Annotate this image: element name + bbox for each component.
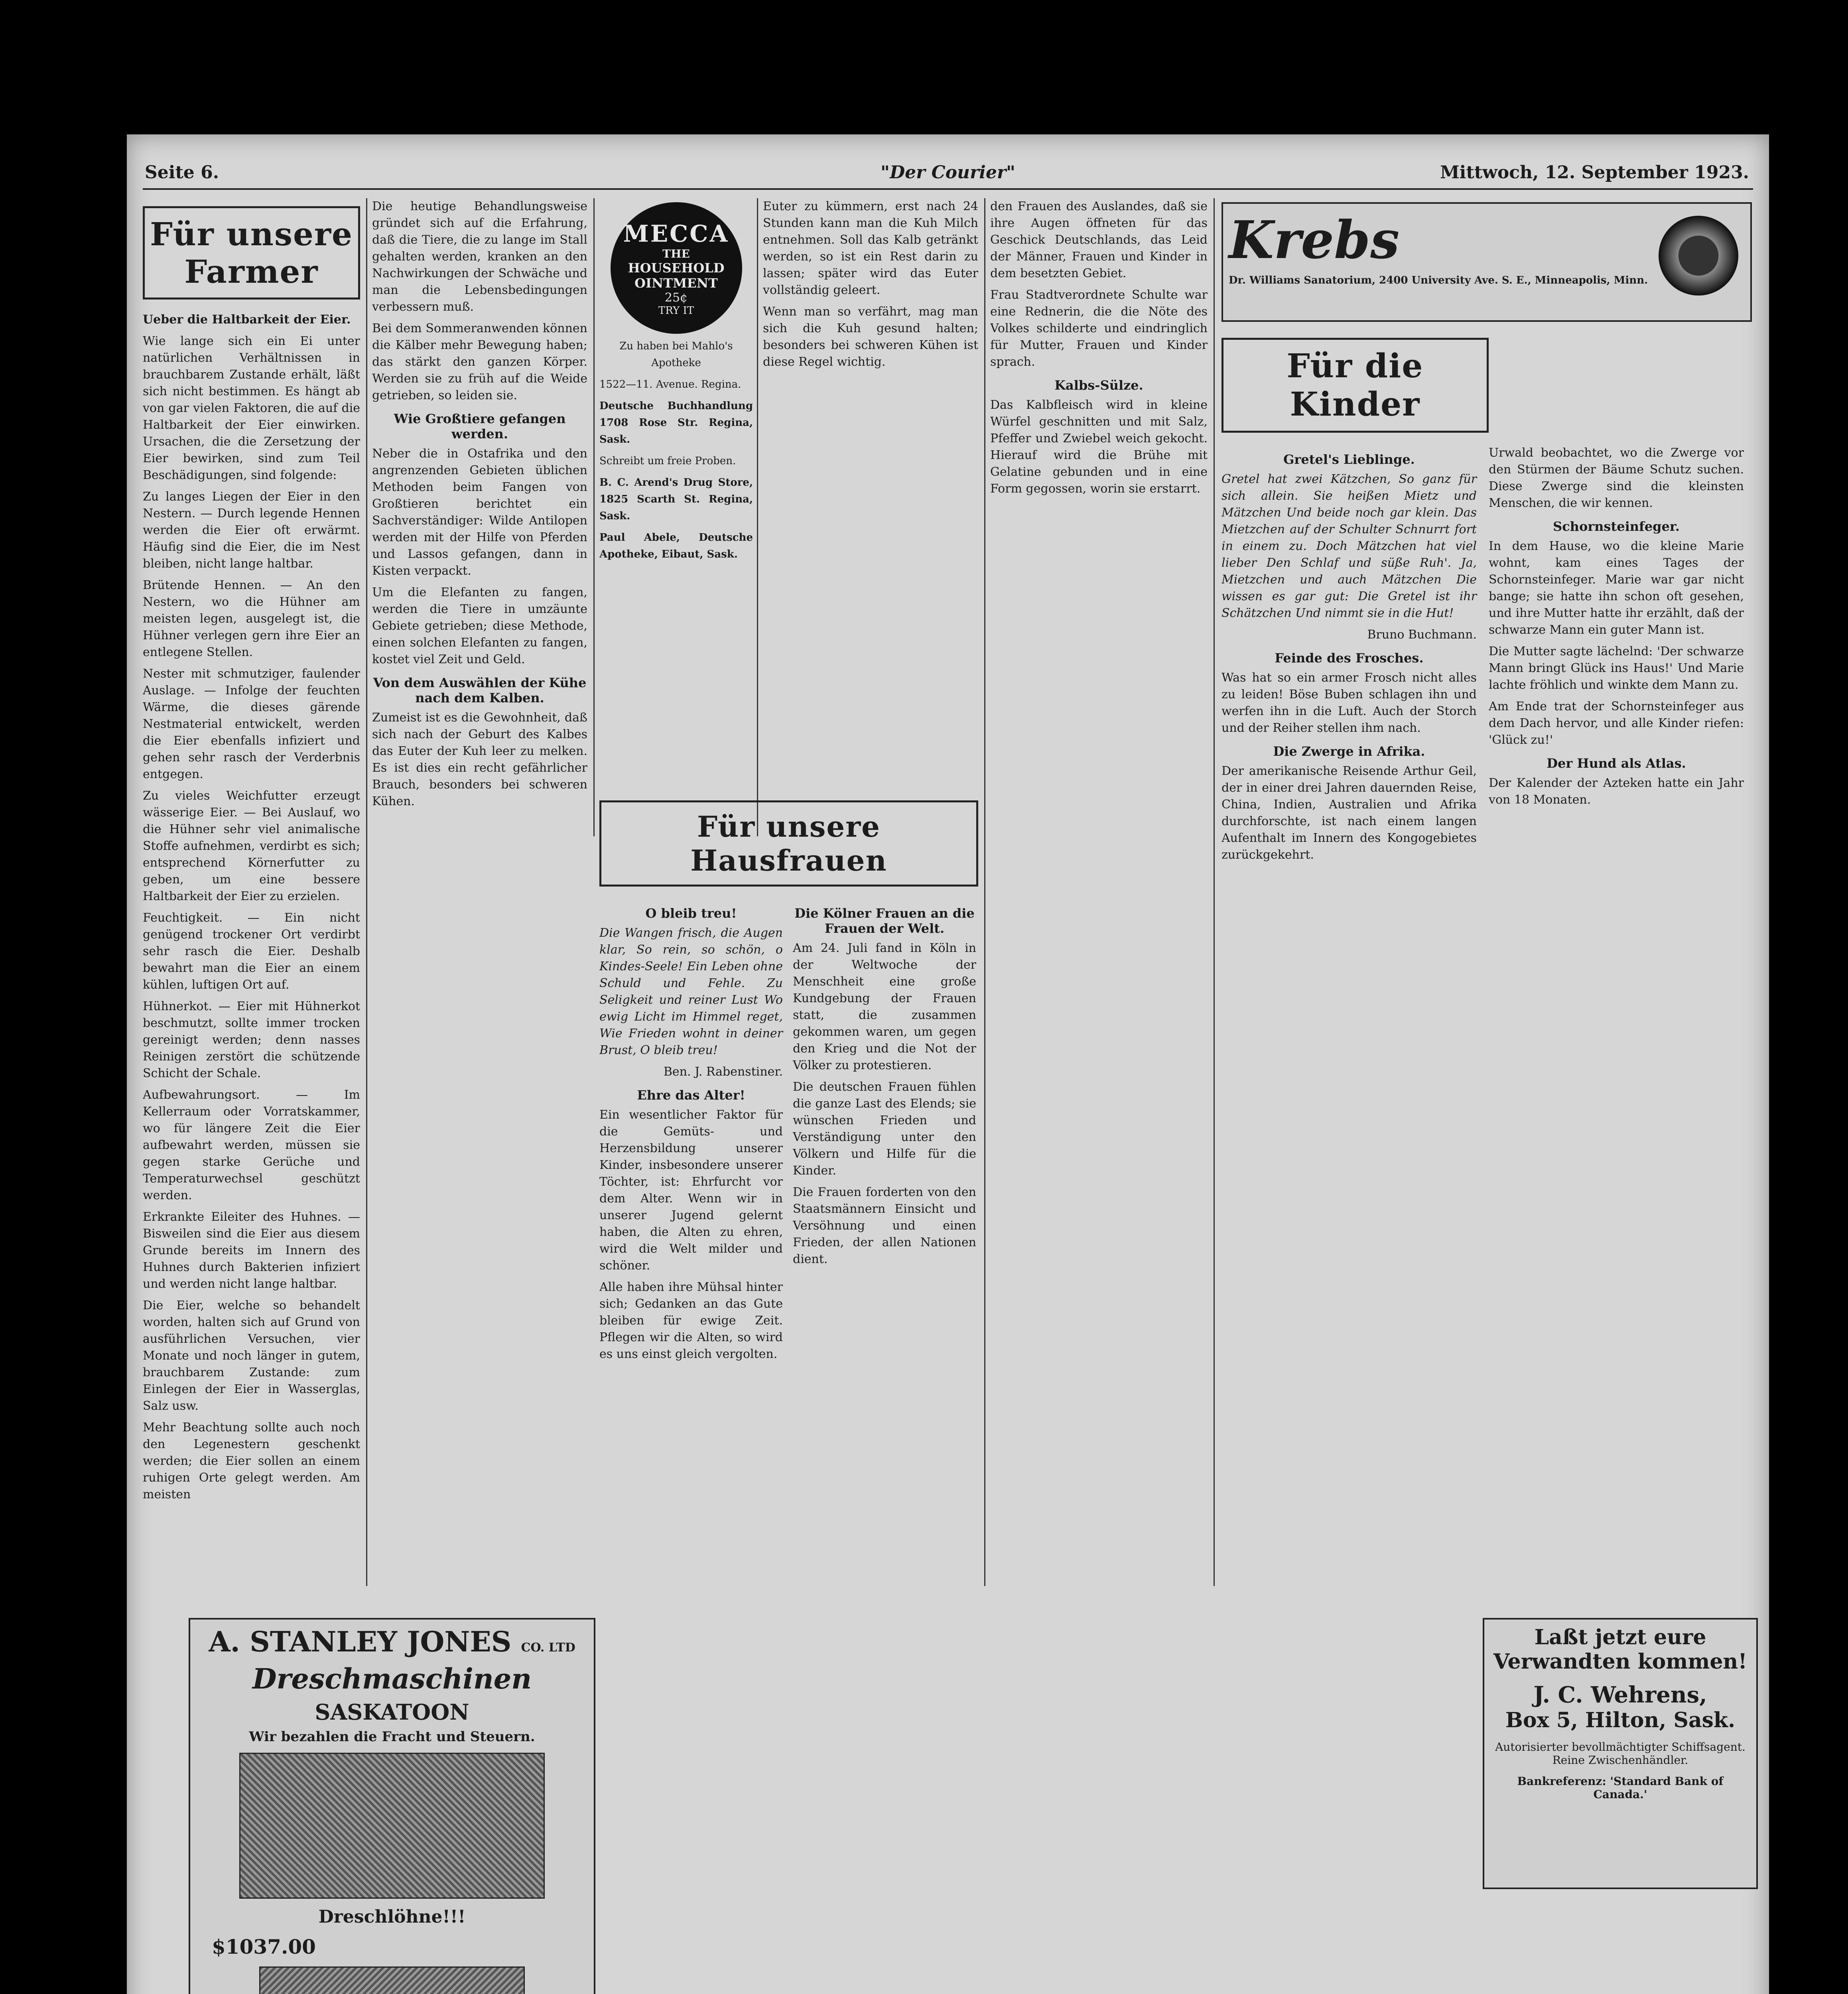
column-rule <box>593 198 595 836</box>
wehrens-headline: Verwandten kommen! <box>1493 1649 1748 1674</box>
article-paragraph: Die Frauen forderten von den Staatsmännern Einsicht und Versöhnung und einen Frieden, der allen Nationen dient. <box>793 1185 976 1266</box>
column-rule <box>984 198 985 1586</box>
stanley-jones-ad <box>189 1618 595 1994</box>
poem-text: Die Wangen frisch, die Augen klar, So rein, so schön, o Kindes-Seele! Ein Leben ohne Schuld und Fehle. Zu Seligkeit und reiner Lust Wo ewig Licht im Himmel reget, Wie Frieden wohnt in deiner Brust, O bleib treu! <box>599 926 783 1057</box>
header-rule <box>143 188 1753 190</box>
company-suffix: CO. LTD <box>521 1641 575 1655</box>
kinder-title: Für die Kinder <box>1221 338 1489 433</box>
poem-title: Gretel's Lieblinge. <box>1283 452 1415 467</box>
wehrens-headline: Laßt jetzt eure <box>1534 1625 1706 1649</box>
article-subheading: Feinde des Frosches. <box>1275 650 1424 666</box>
wehrens-note: Autorisierter bevollmächtigter Schiffsagent. Reine Zwischenhändler. <box>1495 1740 1746 1767</box>
farmer-paragraph: Brütende Hennen. — An den Nestern, wo die Hühner am meisten legen, ausgelegt ist, die Hühner verlegen gern ihre Eier an entlegene Stellen. <box>143 578 360 659</box>
mecca-dealer: Zu haben bei Mahlo's Apotheke <box>619 340 733 369</box>
mecca-line: THE <box>662 247 690 260</box>
cattle-column <box>372 198 587 1594</box>
hausfrauen-title: Für unsere Hausfrauen <box>599 800 978 887</box>
article-paragraph: Was hat so ein armer Frosch nicht alles zu leiden! Böse Buben schlagen ihn und werfen ihn in die Luft. Auch der Storch und der Reiher stellen ihm nach. <box>1221 671 1477 735</box>
farmer-paragraph: Zu langes Liegen der Eier in den Nestern. — Durch legende Hennen werden die Eier oft erwärmt. Häufig sind die Eier, die im Nest bleiben, nicht lange haltbar. <box>143 490 360 571</box>
article-paragraph: Ein wesentlicher Faktor für die Gemüts- und Herzensbildung unserer Kinder, insbesondere unserer Töchter, ist: Ehrfurcht vor dem Alter. Wenn wir in unserer Jugend gelernt haben, die Alten zu ehren, wird die Welt milder und schöner. <box>599 1108 783 1273</box>
hausfrauen-left <box>599 898 783 1367</box>
stanley-special: Dreschlöhne!!! <box>318 1907 466 1927</box>
cattle-paragraph: Euter zu kümmern, erst nach 24 Stunden kann man die Kuh Milch entnehmen. Soll das Kalb getränkt werden, so ist ein Rest darin zu lassen; später wird das Euter vollständig geleert. <box>763 199 978 297</box>
stanley-price: $1037.00 <box>212 1935 316 1959</box>
article-paragraph: In dem Hause, wo die kleine Marie wohnt, kam eines Tages der Schornsteinfeger. Marie war gar nicht bange; sie hatte ihn schon oft gesehen, und ihre Mutter hatte ihr erzählt, daß der schwarze Mann ein guter Mann ist. <box>1489 539 1744 637</box>
cattle-subheading: Wie Großtiere gefangen werden. <box>394 411 566 441</box>
recipe-subheading: Kalbs-Sülze. <box>1054 378 1143 393</box>
article-paragraph: den Frauen des Auslandes, daß sie ihre Augen öffneten für das Geschick Deutschlands, das Leid der Männer, Frauen und Kinder in dem besetzten Gebiet. <box>990 199 1208 280</box>
col5 <box>990 198 1208 1594</box>
farmer-paragraph: Hühnerkot. — Eier mit Hühnerkot beschmutzt, sollte immer trocken gereinigt werden; denn nasses Reinigen zerstört die schützende Schicht der Schale. <box>143 999 360 1080</box>
article-subheading: Die Zwerge in Afrika. <box>1273 744 1425 759</box>
farmer-paragraph: Zu vieles Weichfutter erzeugt wässerige Eier. — Bei Auslauf, wo die Hühner sehr viel animalische Stoffe aufnehmen, verdirbt es sich; entsprechend Körnerfutter zu geben, um eine bessere Haltbarkeit der Eier zu erzielen. <box>143 789 360 903</box>
wehrens-name: J. C. Wehrens, <box>1533 1682 1707 1708</box>
mecca-brand: MECCA <box>623 220 729 247</box>
article-paragraph: Urwald beobachtet, wo die Zwerge vor den Stürmen der Bäume Schutz suchen. Diese Zwerge sind die kleinsten Menschen, die wir kennen. <box>1489 446 1744 510</box>
company-name: A. STANLEY JONES <box>209 1625 512 1658</box>
stanley-slogan: Wir bezahlen die Fracht und Steuern. <box>249 1729 535 1745</box>
cattle-paragraph: Um die Elefanten zu fangen, werden die Tiere in umzäunte Gebiete getrieben; diese Methode, einen solchen Elefanten zu fangen, kostet viel Zeit und Geld. <box>372 585 587 666</box>
article-paragraph: Der Kalender der Azteken hatte ein Jahr von 18 Monaten. <box>1489 776 1744 807</box>
page-number: Seite 6. <box>145 162 219 183</box>
article-paragraph: Am Ende trat der Schornsteinfeger aus dem Dach hervor, und alle Kinder riefen: 'Glück zu!' <box>1489 699 1744 747</box>
kinder-section <box>1221 330 1752 1606</box>
cattle-paragraph: Zumeist ist es die Gewohnheit, daß sich nach der Geburt des Kalbes das Euter der Kuh leer zu melken. Es ist dies ein recht gefährlicher Brauch, besonders bei schweren Kühen. <box>372 711 587 808</box>
article-subheading: Schornsteinfeger. <box>1553 519 1680 534</box>
farmer-paragraph: Die Eier, welche so behandelt worden, halten sich auf Grund von ausführlichen Versuchen, vier Monate und noch länger in gutem, brauchbarem Zustande: zum Einlegen der Eier in Wasserglas, Salz usw. <box>143 1298 360 1413</box>
newspaper-page <box>127 134 1769 1994</box>
farmer-paragraph: Erkrankte Eileiter des Huhnes. — Bisweilen sind die Eier aus diesem Grunde bereits im Innern des Huhnes durch Bakterien infiziert und werden nicht lange haltbar. <box>143 1210 360 1291</box>
col4-upper <box>763 198 978 788</box>
cattle-paragraph: Bei dem Sommeranwenden können die Kälber mehr Bewegung haben; das stärkt den ganzen Körper. Werden sie zu früh auf die Weide getrieben, so leiden sie. <box>372 321 587 402</box>
farmer-paragraph: Nester mit schmutziger, faulender Auslage. — Infolge der feuchten Wärme, die dieses gärende Nestmaterial entwickelt, werden die Eier ebenfalls infiziert und gehen sehr rasch der Verderbnis entgegen. <box>143 667 360 781</box>
wehrens-address: Box 5, Hilton, Sask. <box>1505 1708 1736 1732</box>
poem-author: Ben. J. Rabenstiner. <box>663 1065 783 1079</box>
mecca-dealer: B. C. Arend's Drug Store, 1825 Scarth St. Regina, Sask. <box>599 477 753 522</box>
article-paragraph: Der amerikanische Reisende Arthur Geil, der in einer drei Jahren dauernden Reise, China, Indien, Australien und Afrika durchforschte, ist nach einem langen Aufenthalt im Innern des Kongogebietes zurückgekehrt. <box>1221 764 1477 862</box>
recipe-paragraph: Das Kalbfleisch wird in kleine Würfel geschnitten und mit Salz, Pfeffer und Zwiebel weich gekocht. Hierauf wird die Brühe mit Gelatine gebunden und in eine Form gegossen, worin sie erstarrt. <box>990 398 1208 496</box>
farmer-paragraph: Mehr Beachtung sollte auch noch den Legenestern geschenkt werden; die Eier sollen an einem ruhigen Orte gelegt werden. Am meisten <box>143 1421 360 1501</box>
poem-title: O bleib treu! <box>645 906 737 921</box>
hausfrauen-columns <box>599 898 978 1367</box>
cattle-paragraph: Wenn man so verfährt, mag man sich die Kuh gesund halten; besonders bei schweren Kühen ist diese Regel wichtig. <box>763 305 978 369</box>
farmer-title: Für unsere Farmer <box>143 206 360 299</box>
newspaper-name: "Der Courier" <box>881 162 1015 183</box>
wehrens-bank: Bankreferenz: 'Standard Bank of Canada.' <box>1517 1775 1724 1801</box>
column-rule <box>757 198 758 836</box>
kinder-left <box>1221 445 1477 868</box>
farmer-subheading: Ueber die Haltbarkeit der Eier. <box>143 313 351 327</box>
column-rule <box>1214 198 1215 1586</box>
mecca-line: OINTMENT <box>634 276 718 291</box>
mecca-dealer: 1522—11. Avenue. Regina. <box>599 378 741 390</box>
farmer-paragraph: Feuchtigkeit. — Ein nicht genügend trockener Ort verdirbt sehr rasch die Eier. Deshalb bewahrt man die Eier an einem kühlen, luftigen Ort auf. <box>143 911 360 992</box>
cattle-subheading: Von dem Auswählen der Kühe nach dem Kalben. <box>373 675 587 705</box>
mecca-dealer: Deutsche Buchhandlung 1708 Rose Str. Regina, Sask. <box>599 400 753 445</box>
stanley-product: Dreschmaschinen <box>252 1662 532 1695</box>
article-paragraph: Die Mutter sagte lächelnd: 'Der schwarze Mann bringt Glück ins Haus!' Und Marie lachte fröhlich und winkte dem Mann zu. <box>1489 644 1744 692</box>
mecca-dealer: Schreibt um freie Proben. <box>599 455 736 467</box>
kinder-right <box>1489 445 1744 868</box>
poem-text: Gretel hat zwei Kätzchen, So ganz für sich allein. Sie heißen Mietz und Mätzchen Und beide noch gar klein. Das Mietzchen auf der Schulter Schnurrt fort in einem zu. Doch Mätzchen hat viel lieber Den Schlaf und süße Ruh'. Ja, Mietzchen und auch Mätzchen Die wissen es gar gut: Die Gretel ist ihr Schätzchen Und nimmt sie in die Hut! <box>1221 472 1477 620</box>
mecca-dealer: Paul Abele, Deutsche Apotheke, Eibaut, Sask. <box>599 532 753 560</box>
cattle-paragraph: Die heutige Behandlungsweise gründet sich auf die Erfahrung, daß die Tiere, die zu lange im Stall gehalten werden, kranken an den Nachwirkungen der Schwäche und man die Lebensbedingungen verbessern muß. <box>372 199 587 314</box>
column-rule <box>366 198 367 1586</box>
article-subheading: Die Kölner Frauen an die Frauen der Welt. <box>794 906 975 936</box>
stanley-company <box>196 1625 588 1658</box>
stanley-city: SASKATOON <box>315 1699 469 1725</box>
mecca-line: HOUSEHOLD <box>628 260 725 276</box>
farmer-paragraph: Wie lange sich ein Ei unter natürlichen Verhältnissen in brauchbarem Zustande erhält, läßt sich nicht bestimmen. Es hängt ab von gar vielen Faktoren, die auf die Haltbarkeit der Eier einwirken. Ursachen, die die Zersetzung der Eier bewirken, sind zum Teil Beschädigungen, sind folgende: <box>143 334 360 482</box>
mecca-tryit: TRY IT <box>658 305 694 317</box>
article-paragraph: Frau Stadtverordnete Schulte war eine Rednerin, die die Nöte des Volkes schilderte und eindringlich für Mutter, Frauen und Kinder sprach. <box>990 288 1208 369</box>
mecca-badge <box>611 202 742 334</box>
poem-author: Bruno Buchmann. <box>1367 628 1477 642</box>
wehrens-ad <box>1483 1618 1758 1889</box>
issue-date: Mittwoch, 12. September 1923. <box>1440 162 1749 183</box>
article-subheading: Der Hund als Atlas. <box>1547 756 1686 771</box>
kinder-columns <box>1221 445 1752 868</box>
cattle-paragraph: Neber die in Ostafrika und den angrenzenden Gebieten üblichen Methoden beim Fangen von Großtieren berichtet ein Sachverständiger: Wilde Antilopen werden mit der Hilfe von Pferden und Lassos gefangen, dann in Kisten verpackt. <box>372 447 587 578</box>
krebs-text: Dr. Williams Sanatorium, 2400 University Ave. S. E., Minneapolis, Minn. <box>1229 274 1648 286</box>
mecca-price: 25¢ <box>664 291 688 305</box>
engine-illustration <box>259 1966 525 1994</box>
article-paragraph: Alle haben ihre Mühsal hinter sich; Gedanken an das Gute bleiben für ewige Zeit. Pflegen wir die Alten, so wird es uns einst gleich vergolten. <box>599 1280 783 1361</box>
article-paragraph: Am 24. Juli fand in Köln in der Weltwoche der Menschheit eine große Kundgebung der Frauen statt, die zusammen gekommen waren, um gegen den Krieg und die Not der Völker zu protestieren. <box>793 941 976 1072</box>
thresher-illustration <box>239 1753 545 1899</box>
hausfrauen-right <box>793 898 976 1367</box>
sun-icon <box>1659 216 1738 296</box>
article-subheading: Ehre das Alter! <box>637 1088 745 1103</box>
hausfrauen-section <box>599 792 978 1610</box>
farmer-paragraph: Aufbewahrungsort. — Im Kellerraum oder Vorratskammer, wo für längere Zeit die Eier aufbewahrt werden, müssen sie gegen starke Gerüche und Temperaturwechsel geschützt werden. <box>143 1088 360 1202</box>
mecca-ad <box>599 198 753 677</box>
krebs-title: Krebs <box>1229 209 1400 270</box>
farmer-column <box>143 198 360 1594</box>
krebs-ad <box>1221 202 1752 322</box>
article-paragraph: Die deutschen Frauen fühlen die ganze Last des Elends; sie wünschen Frieden und Verständigung unter den Völkern und Hilfe für die Kinder. <box>793 1080 976 1178</box>
